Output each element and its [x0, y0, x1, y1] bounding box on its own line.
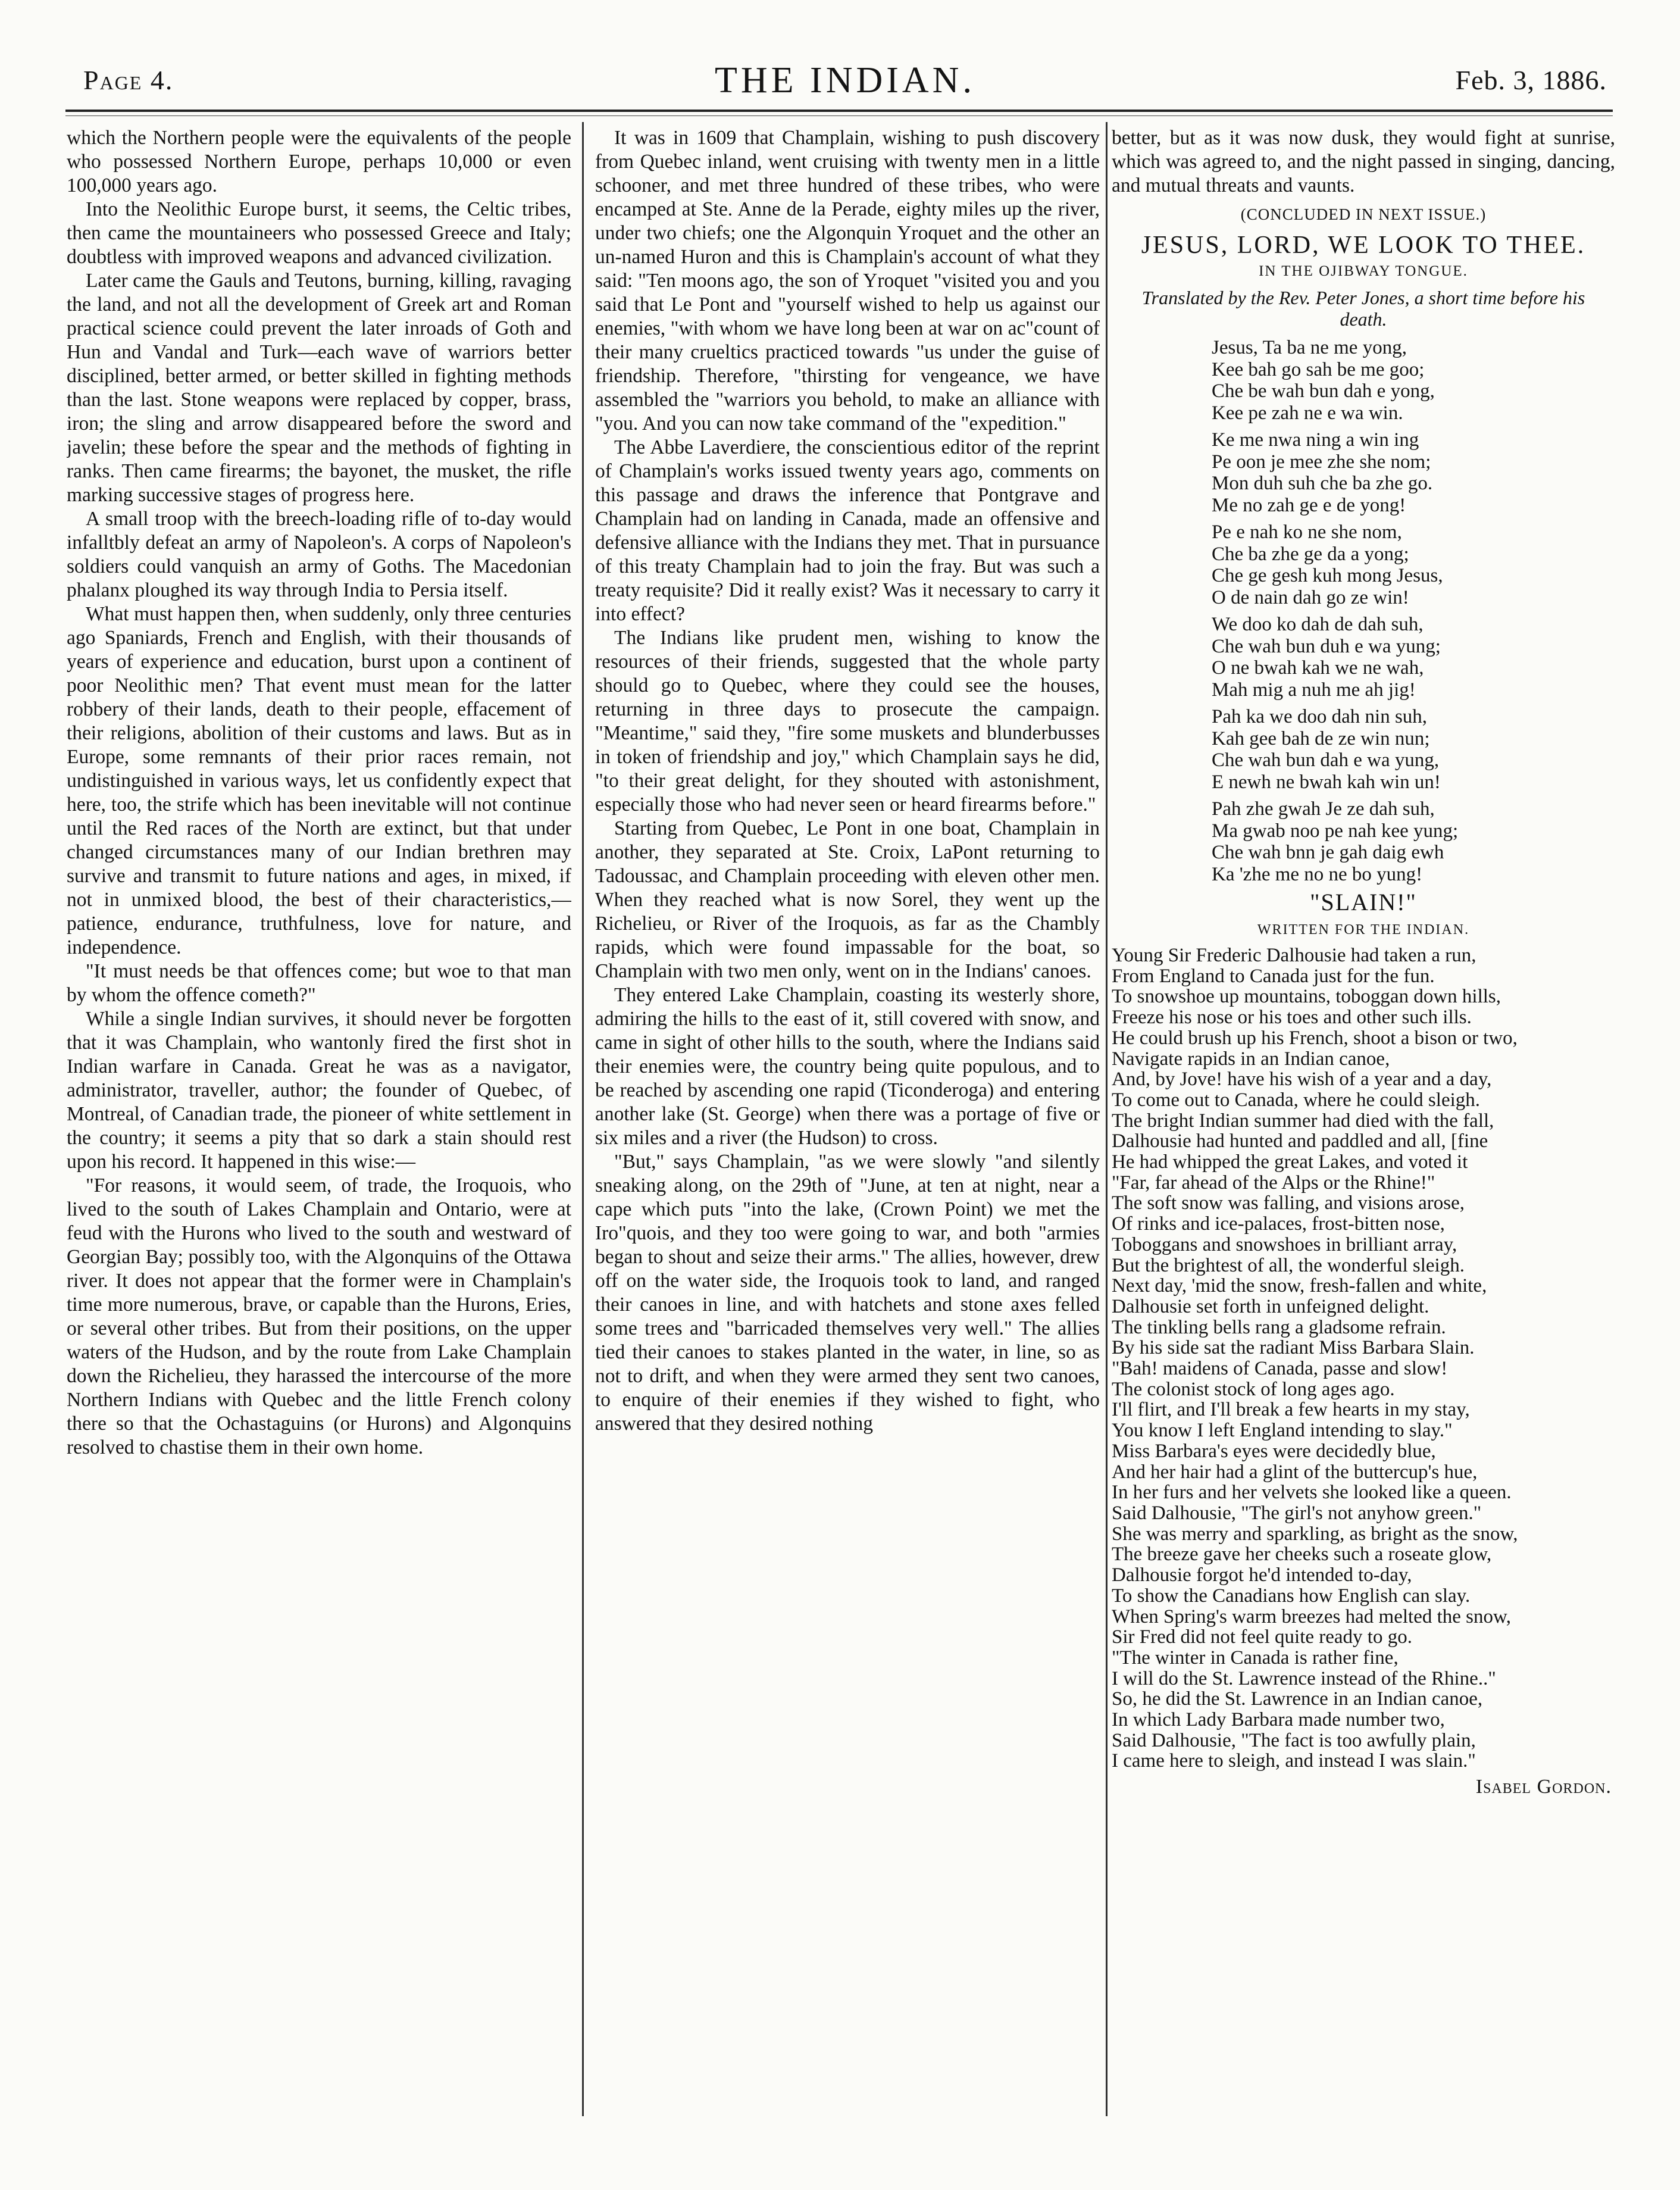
hymn-verse — [1212, 429, 1615, 516]
hymn-line: Pah zhe gwah Je ze dah suh, — [1212, 798, 1435, 820]
poem-line: I'll flirt, and I'll break a few hearts in my stay, — [1112, 1399, 1470, 1421]
hymn-translator-note: Translated by the Rev. Peter Jones, a short time before his death. — [1141, 287, 1585, 330]
poem-line: Navigate rapids in an Indian canoe, — [1112, 1048, 1390, 1070]
poem-line: He had whipped the great Lakes, and voted it — [1112, 1151, 1468, 1173]
hymn-line: O de nain dah go ze win! — [1212, 586, 1409, 608]
poem-line: Said Dalhousie, "The girl's not anyhow green." — [1112, 1502, 1482, 1524]
poem-line: Freeze his nose or his toes and other such ills. — [1112, 1007, 1472, 1029]
poem-line: I will do the St. Lawrence instead of the Rhine.." — [1112, 1667, 1496, 1689]
hymn-verse — [1212, 521, 1615, 608]
hymn-line: Pe e nah ko ne she nom, — [1212, 521, 1402, 543]
hymn-title: JESUS, LORD, WE LOOK TO THEE. — [1141, 232, 1586, 259]
hymn-line: Che wah bun dah e wa yung, — [1212, 749, 1440, 771]
hymn-line: We doo ko dah de dah suh, — [1212, 614, 1424, 635]
poem-line: To come out to Canada, where he could sleigh. — [1112, 1089, 1481, 1111]
hymn-line: Che ge gesh kuh mong Jesus, — [1212, 565, 1443, 586]
hymn-line: Che wah bun duh e wa yung; — [1212, 635, 1441, 657]
hymn-line: Pe oon je mee zhe she nom; — [1212, 451, 1431, 473]
poem-line: So, he did the St. Lawrence in an Indian canoe, — [1112, 1688, 1483, 1710]
paragraph: They entered Lake Champlain, coasting its westerly shore, admiring the hills to the east of it, still covered with snow, and came in sight of other hills to the south, where the Indians said their enemies were, the country being quite populous, and to be reached by ascending one rapid (Ticonderoga) and entering another lake (St. George) when there was a portage of five or six miles and a river (the Hudson) to cross. — [595, 984, 1100, 1149]
poem-line: She was merry and sparkling, as bright as the snow, — [1112, 1523, 1518, 1545]
poem-line: In which Lady Barbara made number two, — [1112, 1709, 1445, 1731]
issue-date: Feb. 3, 1886. — [1455, 65, 1607, 95]
hymn-line: Mah mig a nuh me ah jig! — [1212, 679, 1416, 701]
paragraph: It was in 1609 that Champlain, wishing to push discovery from Quebec inland, went cruising with twenty men in a little schooner, and met three hundred of these tribes, who were encamped at Ste. Anne de la Perade, eighty miles up the river, under two chiefs; one the Algonquin Yroquet and the other an un-named Huron and this is Champlain's account of what they said: "Ten moons ago, the son of Yroquet "visited you and you said that Le Pont and "yourself wished to help us against our enemies, "with whom we have long been at war on ac"count of their many crueltics practiced towards "us under the guise of friendship. Therefore, "thirsting for vengeance, we have assembled the "warriors you behold, to make an alliance with "you. And you can now take command of the "expedition." — [595, 127, 1100, 435]
paragraph: While a single Indian survives, it should never be forgotten that it was Champlain, who wantonly fired the first shot in Indian warfare in Canada. Great he was as a navigator, administrator, traveller, author; the founder of Quebec, of Montreal, of Canadian trade, the pioneer of white settlement in the country; it seems a pity that so dark a stain should rest upon his record. It happened in this wise:— — [67, 1008, 571, 1173]
poem-line: Dalhousie set forth in unfeigned delight. — [1112, 1295, 1429, 1317]
masthead — [83, 60, 1607, 106]
paragraph: A small troop with the breech-loading rifle of to-day would infalltbly defeat an army of Napoleon's. A corps of Napoleon's soldiers could vanquish an army of Goths. The Macedonian phalanx ploughed its way through India to Persia itself. — [67, 508, 571, 601]
paragraph: Starting from Quebec, Le Pont in one boat, Champlain in another, they separated at Ste. Croix, LaPont returning to Tadoussac, and Champlain proceeding with eleven other men. When they reached what is now Sorel, they went up the Richelieu, or River of the Iroquois, as far as the Chambly rapids, which were found impassable for the boat, so Champlain with two men only, went on in the Indians' canoes. — [595, 817, 1100, 982]
poem-line: Young Sir Frederic Dalhousie had taken a run, — [1112, 945, 1476, 966]
poem-line: The soft snow was falling, and visions arose, — [1112, 1192, 1465, 1214]
paragraph: "For reasons, it would seem, of trade, the Iroquois, who lived to the south of Lakes Champlain and Ontario, were at feud with the Hurons who lived to the south and westward of Georgian Bay; possibly too, with the Algonquins of the Ottawa river. It does not appear that the former were in Champlain's time more numerous, brave, or capable than the Hurons, Eries, or several other tribes. But from their positions, on the upper waters of the Hudson, and by the route from Lake Champlain down the Richelieu, they harassed the intercourse of the more Northern Indians with Quebec and the little French colony there so that the Ochastaguins (or Hurons) and Algonquins resolved to chastise them in their own home. — [67, 1174, 571, 1458]
poem-line: Said Dalhousie, "The fact is too awfully plain, — [1112, 1729, 1476, 1751]
hymn-line: Jesus, Ta ba ne me yong, — [1212, 337, 1407, 358]
poem-line: By his side sat the radiant Miss Barbara Slain. — [1112, 1337, 1475, 1359]
masthead-rule — [65, 110, 1613, 112]
hymn-line: Mon duh suh che ba zhe go. — [1212, 473, 1433, 494]
hymn-verses — [1112, 337, 1615, 885]
hymn-line: Ke me nwa ning a win ing — [1212, 429, 1419, 451]
column-3 — [1112, 126, 1615, 2108]
paragraph: "But," says Champlain, "as we were slowly "and silently sneaking along, on the 29th of "June, at ten at night, near a cape which puts "into the lake, (Crown Point) we met the Iro"quois, and they too were going to war, and both "armies began to shout and seize their arms." The allies, however, drew off on the water side, the Iroquois took to land, and ranged their canoes in line, and with hatchets and stone axes felled some trees and "barricaded themselves very well." The allies tied their canoes to stakes planted in the water, in line, so as not to drift, and when they were armed they sent two canoes, to enquire of their enemies if they wished to fight, who answered that they desired nothing — [595, 1151, 1100, 1435]
poem-line: Miss Barbara's eyes were decidedly blue, — [1112, 1440, 1436, 1462]
poem-line: "Bah! maidens of Canada, passe and slow! — [1112, 1358, 1448, 1380]
poem-line: Dalhousie had hunted and paddled and all, [fine — [1112, 1130, 1488, 1152]
paragraph: Later came the Gauls and Teutons, burning, killing, ravaging the land, and not all the development of Greek art and Roman practical science could prevent the later inroads of Goth and Hun and Vandal and Turk—each wave of warriors better disciplined, better armed, or better skilled in fighting methods than the last. Stone weapons were replaced by copper, brass, iron; the sling and arrow disappeared before the sword and javelin; these before the spear and the methods of fighting in ranks. Then came firearms; the bayonet, the musket, the rifle marking successive stages of progress here. — [67, 270, 571, 506]
poem-line: "Far, far ahead of the Alps or the Rhine!" — [1112, 1171, 1435, 1194]
poem-line: But the brightest of all, the wonderful sleigh. — [1112, 1254, 1465, 1276]
poem-line: Sir Fred did not feel quite ready to go. — [1112, 1626, 1412, 1648]
hymn-line: O ne bwah kah we ne wah, — [1212, 657, 1424, 679]
poem-line: From England to Canada just for the fun. — [1112, 965, 1435, 987]
poem-title: "SLAIN!" — [1310, 889, 1417, 916]
poem-line: The bright Indian summer had died with the fall, — [1112, 1110, 1494, 1132]
poem-line: You know I left England intending to slay." — [1112, 1420, 1453, 1442]
poem-line: The colonist stock of long ages ago. — [1112, 1378, 1395, 1400]
hymn-subtitle: IN THE OJIBWAY TONGUE. — [1259, 263, 1468, 279]
hymn-line: E newh ne bwah kah win un! — [1212, 771, 1441, 793]
hymn-line: Me no zah ge e de yong! — [1212, 494, 1406, 516]
hymn-verse — [1212, 614, 1615, 701]
poem-line: Of rinks and ice-palaces, frost-bitten nose, — [1112, 1213, 1445, 1235]
poem-line: He could brush up his French, shoot a bison or two, — [1112, 1027, 1518, 1049]
paragraph: Into the Neolithic Europe burst, it seems, the Celtic tribes, then came the mountaineers who possessed Greece and Italy; doubtless with improved weapons and advanced civilization. — [67, 198, 571, 268]
paragraph: The Abbe Laverdiere, the conscientious editor of the reprint of Champlain's works issued twenty years ago, comments on this passage and draws the inference that Pontgrave and Champlain had on landing in Canada, made an offensive and defensive alliance with the Indians they met. That in pursuance of this treaty Champlain had to join the fray. But was such a treaty requisite? Did it really exist? Was it necessary to carry it into effect? — [595, 436, 1100, 625]
masthead-rule-thin — [65, 115, 1613, 116]
poem-line: I came here to sleigh, and instead I was slain." — [1112, 1750, 1476, 1772]
poem-line: And, by Jove! have his wish of a year and a day, — [1112, 1069, 1492, 1091]
poem-line: In her furs and her velvets she looked like a queen. — [1112, 1482, 1512, 1504]
hymn-line: Ka 'zhe me no ne bo yung! — [1212, 863, 1423, 885]
column-1 — [67, 126, 571, 2108]
paragraph: "It must needs be that offences come; but woe to that man by whom the offence cometh?" — [67, 960, 571, 1006]
poem-line: And her hair had a glint of the buttercup's hue, — [1112, 1461, 1478, 1483]
paragraph: which the Northern people were the equivalents of the people who possessed Northern Europe, perhaps 10,000 or even 100,000 years ago. — [67, 127, 571, 196]
poem-line: To snowshoe up mountains, toboggan down hills, — [1112, 986, 1501, 1008]
newspaper-title: THE INDIAN. — [715, 60, 975, 101]
hymn-line: Che be wah bun dah e yong, — [1212, 380, 1435, 402]
hymn-line: Che ba zhe ge da a yong; — [1212, 543, 1409, 565]
poem-line: The breeze gave her cheeks such a roseate glow, — [1112, 1544, 1492, 1566]
poem-author: Isabel Gordon. — [1475, 1776, 1612, 1798]
hymn-line: Kee bah go sah be me goo; — [1212, 358, 1425, 380]
column-divider-1 — [582, 122, 584, 2116]
hymn-verse — [1212, 706, 1615, 793]
column-divider-2 — [1106, 122, 1108, 2116]
hymn-verse — [1212, 798, 1615, 885]
hymn-line: Kee pe zah ne e wa win. — [1212, 402, 1403, 424]
paragraph: better, but as it was now dusk, they would fight at sunrise, which was agreed to, and the night passed in singing, dancing, and mutual threats and vaunts. — [1112, 127, 1615, 196]
column-2 — [595, 126, 1100, 2108]
poem-line: Next day, 'mid the snow, fresh-fallen and white, — [1112, 1275, 1487, 1297]
hymn-line: Kah gee bah de ze win nun; — [1212, 727, 1430, 749]
paragraph: The Indians like prudent men, wishing to know the resources of their friends, suggested that the whole party should go to Quebec, where they could see the houses, returning in three days to prosecute the campaign. "Meantime," said they, "fire some muskets and blunderbusses in token of friendship and joy," which Champlain says he did, "to their great delight, for they shouted with astonishment, especially those who had never seen or heard firearms before." — [595, 627, 1100, 816]
article-conclusion — [1112, 126, 1615, 198]
poem-line: Toboggans and snowshoes in brilliant array, — [1112, 1233, 1457, 1255]
poem-subtitle: WRITTEN FOR THE INDIAN. — [1257, 922, 1470, 938]
poem-line: "The winter in Canada is rather fine, — [1112, 1647, 1399, 1669]
poem-line: Dalhousie forgot he'd intended to-day, — [1112, 1564, 1412, 1586]
poem-lines — [1112, 945, 1615, 1772]
hymn-line: Che wah bnn je gah daig ewh — [1212, 842, 1444, 863]
hymn-line: Pah ka we doo dah nin suh, — [1212, 706, 1428, 727]
poem-line: When Spring's warm breezes had melted the snow, — [1112, 1605, 1511, 1627]
paragraph: What must happen then, when suddenly, only three centuries ago Spaniards, French and English, with their thousands of years of experience and education, burst upon a continent of poor Neolithic men? That event must mean for the latter robbery of their lands, death to their people, effacement of their religions, abolition of their customs and laws. But as in Europe, some remnants of their prior races remain, not undistinguished in various ways, let us confidently expect that here, too, the strife which has been inevitable will not continue until the Red races of the North are extinct, but that under changed circumstances many of our Indian brethren may survive and transmit to future nations and ages, in mixed, if not in unmixed blood, the best of their characteristics,—patience, endurance, truthfulness, love for nature, and independence. — [67, 603, 571, 958]
page-number: Page 4. — [83, 65, 174, 95]
hymn-line: Ma gwab noo pe nah kee yung; — [1212, 820, 1459, 842]
poem-line: The tinkling bells rang a gladsome refrain. — [1112, 1316, 1446, 1338]
continued-notice: (CONCLUDED IN NEXT ISSUE.) — [1240, 205, 1487, 223]
poem-line: To show the Canadians how English can slay. — [1112, 1585, 1471, 1607]
hymn-verse — [1212, 337, 1615, 424]
